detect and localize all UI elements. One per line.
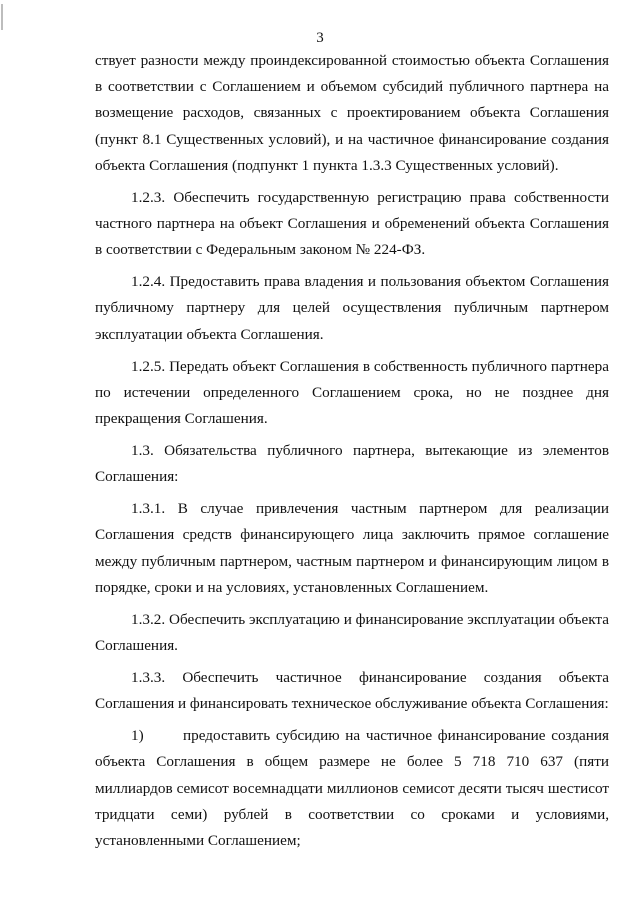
paragraph-1-2-5: 1.2.5. Передать объект Соглашения в собственность публичного партнера по истечении определенного Соглашением срока, но не позднее дня прекращения Соглашения. (95, 357, 609, 428)
list-item-text: предоставить субсидию на частичное финансирование создания объекта Соглашения в общем размере не более 5 718 710 637 (пяти миллиардов семисот восемнадцати миллионов семисот десяти тысяч шестисот тридцати семи) рублей в соответствии со сроками и условиями, установленными Соглашением; (95, 727, 609, 850)
paragraph-1-2-4: 1.2.4. Предоставить права владения и пользования объектом Соглашения публичному партнеру для целей осуществления публичным партнером эксплуатации объекта Соглашения. (95, 273, 609, 343)
paragraph-continuation: ствует разности между проиндексированной стоимостью объекта Соглашения в соответствии с Соглашением и объемом субсидий публичного партнера на возмещение расходов, связанных с проектированием объекта Соглашения (пункт 8.1 Существенных условий), и на частичное финансирование создания объекта Соглашения (подпункт 1 пункта 1.3.3 Существенных условий). (95, 52, 609, 174)
document-body (95, 48, 609, 860)
paragraph-1-3-2: 1.3.2. Обеспечить эксплуатацию и финансирование эксплуатации объекта Соглашения. (95, 610, 609, 655)
paragraph-1-3-3: 1.3.3. Обеспечить частичное финансирование создания объекта Соглашения и финансировать техническое обслуживание объекта Соглашения: (95, 669, 609, 713)
page-number: 3 (316, 30, 324, 46)
list-item-1 (95, 723, 609, 854)
list-item-number: 1) (131, 727, 144, 745)
paragraph-1-3: 1.3. Обязательства публичного партнера, вытекающие из элементов Соглашения: (95, 442, 609, 486)
paragraph-1-3-1: 1.3.1. В случае привлечения частным партнером для реализации Соглашения средств финансирующего лица заключить прямое соглашение между публичным партнером, частным партнером и финансирующим лицом в порядке, сроки и на условиях, установленных Соглашением. (95, 500, 609, 596)
paragraph-1-2-3: 1.2.3. Обеспечить государственную регистрацию права собственности частного партнера на объект Соглашения и обременений объекта Соглашения в соответствии с Федеральным законом № 224-ФЗ. (95, 188, 609, 259)
scan-edge-mark (1, 4, 3, 30)
